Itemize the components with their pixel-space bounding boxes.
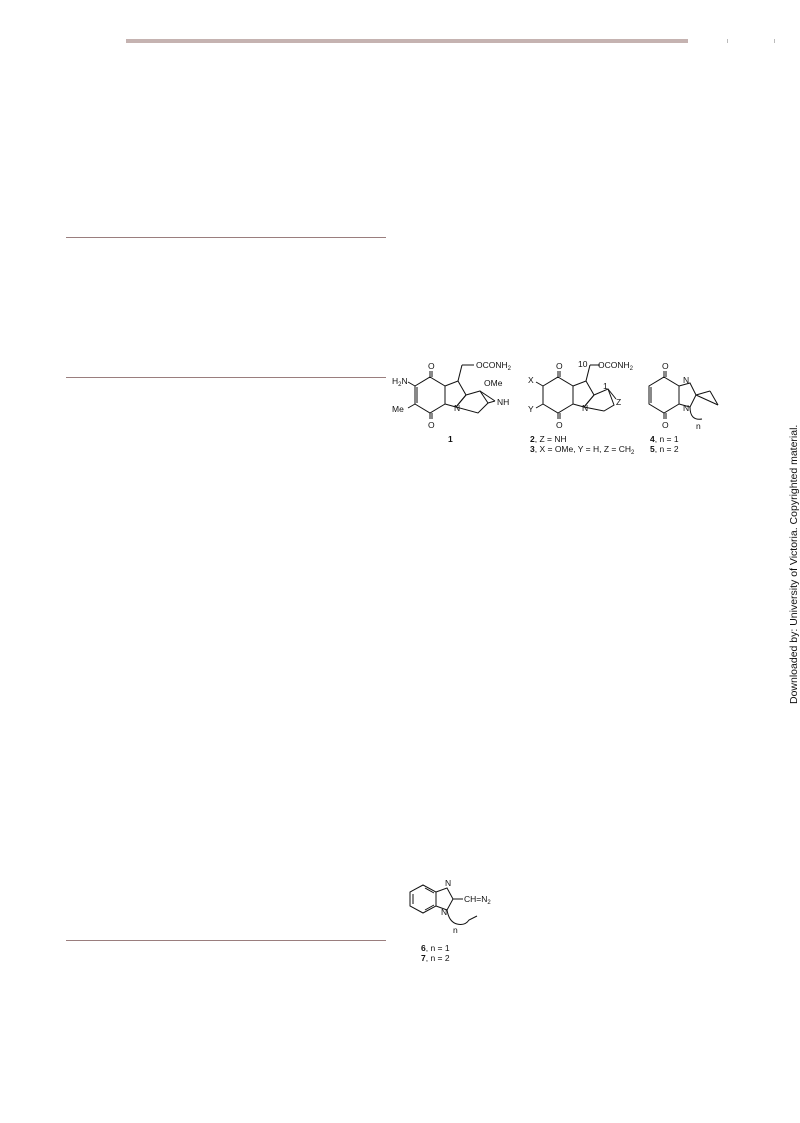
oxygen-label: O	[556, 361, 563, 371]
compound-5-caption: 5, n = 2	[650, 444, 679, 454]
chain-n-label: n	[696, 421, 701, 431]
carbamate-label: $OCONH_2$	[598, 360, 633, 372]
compound-3-caption: 3, X = OMe, Y = H, $Z = CH_2$	[530, 444, 635, 456]
download-notice: Downloaded by: University of Victoria. Copyrighted material.	[788, 424, 800, 704]
header-tick-mark	[774, 39, 775, 43]
oxygen-label: O	[428, 420, 435, 430]
structures-scheme-top	[392, 355, 720, 465]
oxygen-label: O	[428, 361, 435, 371]
compound-number: 1	[448, 434, 453, 444]
structures-scheme-bottom	[405, 875, 525, 970]
aziridine-nh-label: NH	[497, 397, 510, 407]
nitrogen-label: N	[582, 403, 589, 413]
section-rule	[66, 940, 386, 941]
compound-2-caption: 2, Z = NH	[530, 434, 567, 444]
compound-7-caption: 7, n = 2	[421, 953, 450, 963]
chain-n-label: n	[453, 925, 458, 935]
oxygen-label: O	[662, 420, 669, 430]
nitrogen-label: N	[454, 403, 461, 413]
diazo-label: $CH=N_2$	[464, 894, 491, 906]
section-rule	[66, 377, 386, 378]
y-substituent-label: Y	[528, 404, 534, 414]
quinone-ring	[649, 377, 679, 413]
carbamate-label: $OCONH_2$	[476, 360, 511, 372]
nitrogen-label: N	[445, 878, 452, 888]
methyl-label: Me	[392, 404, 404, 414]
quinone-ring	[543, 377, 573, 413]
section-rule	[66, 237, 386, 238]
compound-6-caption: 6, n = 1	[421, 943, 450, 953]
methoxy-label: OMe	[484, 378, 503, 388]
compound-4-caption: 4, n = 1	[650, 434, 679, 444]
header-tick-mark	[727, 39, 728, 43]
x-substituent-label: X	[528, 375, 534, 385]
header-rule	[126, 39, 688, 43]
nitrogen-label: N	[683, 403, 690, 413]
oxygen-label: O	[556, 420, 563, 430]
oxygen-label: O	[662, 361, 669, 371]
nitrogen-label: N	[683, 375, 690, 385]
nitrogen-label: N	[441, 907, 448, 917]
amino-label: $H_2N$	[392, 376, 408, 388]
z-substituent-label: Z	[616, 397, 622, 407]
c10-locant: 10	[578, 359, 588, 369]
quinone-ring	[415, 377, 445, 413]
c1-locant: 1	[603, 381, 608, 391]
benzene-ring	[410, 885, 436, 913]
